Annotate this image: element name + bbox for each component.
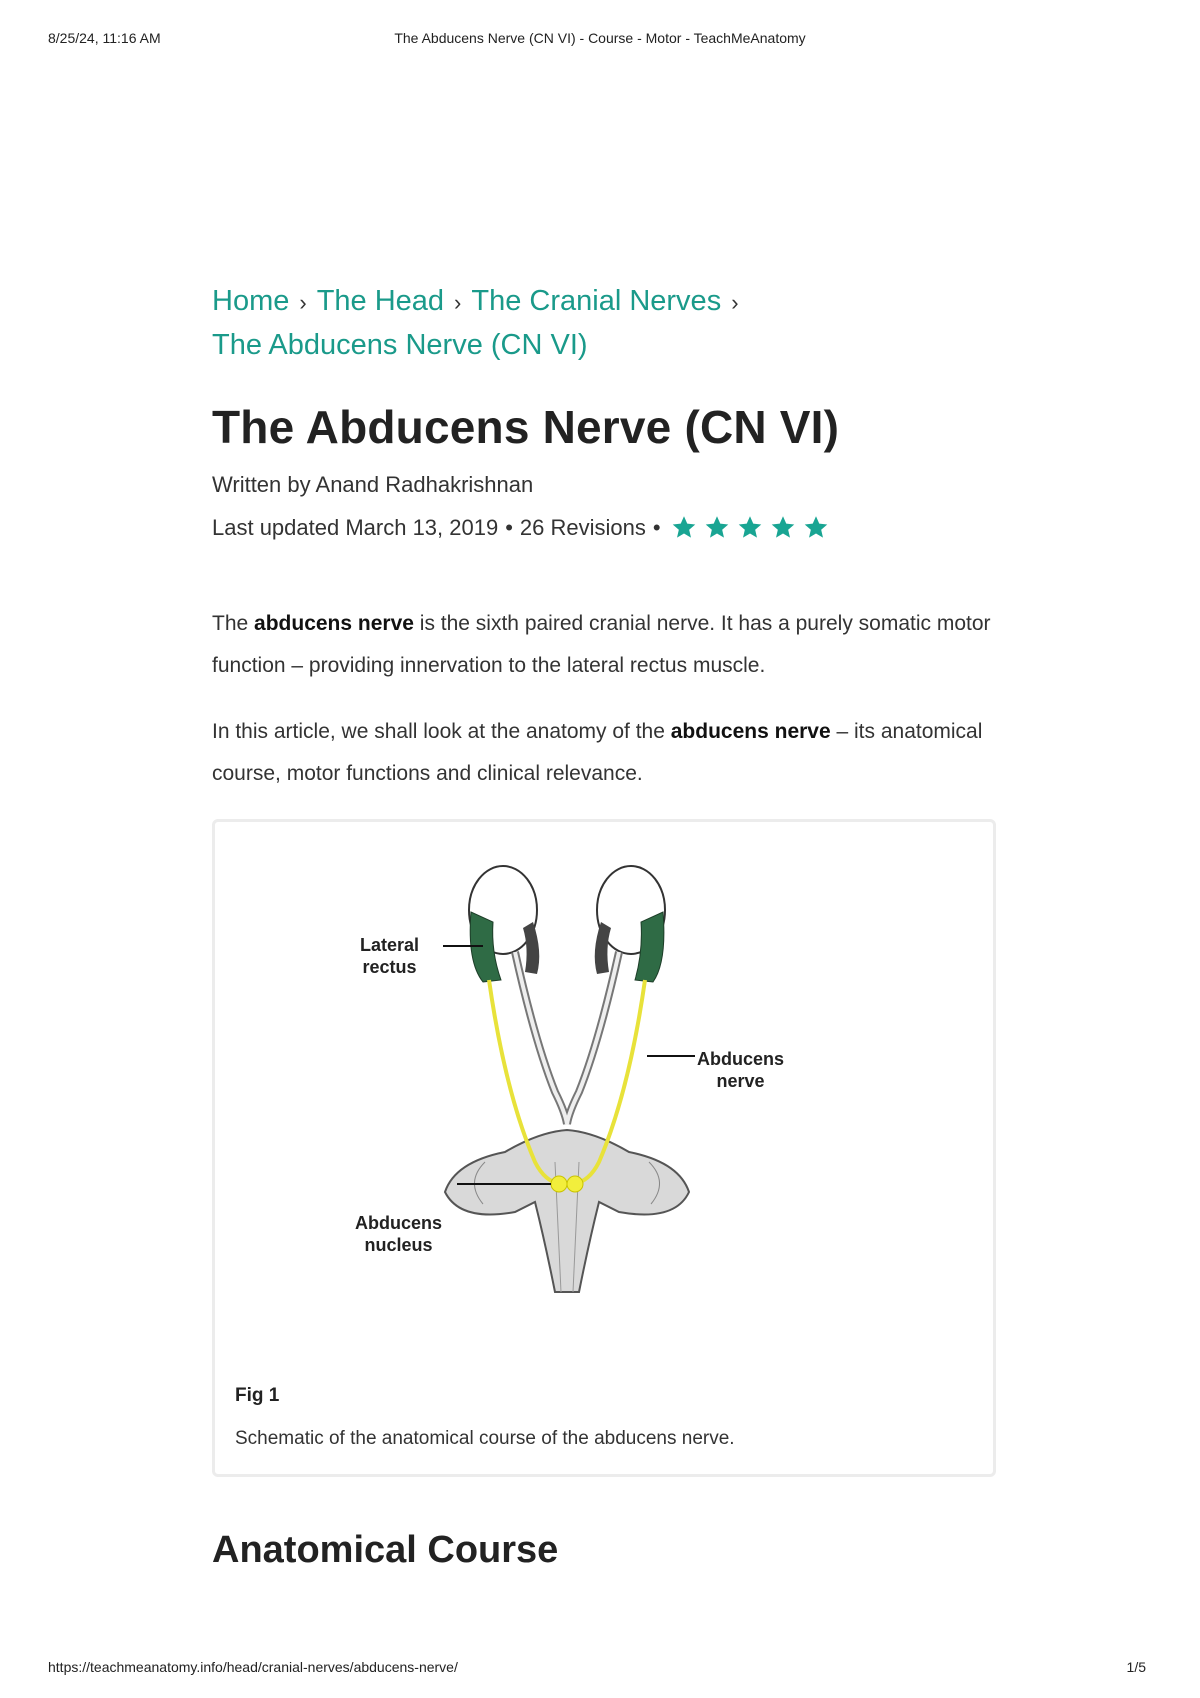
breadcrumb-cranial-nerves[interactable]: The Cranial Nerves bbox=[471, 285, 722, 317]
section-heading: Anatomical Course bbox=[212, 1529, 559, 1571]
print-date: 8/25/24, 11:16 AM bbox=[48, 30, 161, 46]
article-meta bbox=[212, 514, 1002, 541]
figure-1 bbox=[212, 819, 996, 1477]
breadcrumb-home[interactable]: Home bbox=[212, 285, 290, 317]
figure-caption-text: Schematic of the anatomical course of the abducens nerve. bbox=[235, 1428, 735, 1449]
page-title: The Abducens Nerve (CN VI) bbox=[212, 401, 840, 453]
print-title: The Abducens Nerve (CN VI) - Course - Motor - TeachMeAnatomy bbox=[394, 30, 806, 46]
chevron-right-icon: › bbox=[731, 290, 739, 315]
meta-separator: • bbox=[652, 514, 661, 540]
figure-caption-title: Fig 1 bbox=[235, 1385, 280, 1406]
star-icon[interactable] bbox=[703, 514, 731, 541]
breadcrumb bbox=[212, 280, 1002, 366]
print-footer bbox=[48, 1659, 1152, 1679]
label-lateral-rectus: Lateral rectus bbox=[360, 935, 420, 977]
overview-paragraph: In this article, we shall look at the anatomy of the abducens nerve – its anatomical course, motor functions and clinical relevance. bbox=[212, 720, 983, 785]
author-byline: Written by Anand Radhakrishnan bbox=[212, 472, 534, 497]
breadcrumb-the-head[interactable]: The Head bbox=[316, 285, 445, 317]
label-abducens-nucleus: Abducens nucleus bbox=[355, 1213, 443, 1255]
page-number: 1/5 bbox=[1126, 1659, 1146, 1675]
article-content bbox=[212, 280, 1002, 1572]
chevron-right-icon: › bbox=[299, 290, 307, 315]
star-icon[interactable] bbox=[802, 514, 830, 541]
last-updated: Last updated March 13, 2019 bbox=[212, 514, 499, 540]
star-icon[interactable] bbox=[736, 514, 764, 541]
star-icon[interactable] bbox=[670, 514, 698, 541]
bold-term: abducens nerve bbox=[254, 612, 414, 635]
chevron-right-icon: › bbox=[454, 290, 462, 315]
meta-separator: • bbox=[505, 514, 513, 540]
intro-paragraph: The abducens nerve is the sixth paired cranial nerve. It has a purely somatic motor function – providing innervation to the lateral rectus muscle. bbox=[212, 612, 991, 677]
label-abducens-nerve: Abducens nerve bbox=[697, 1049, 785, 1091]
star-rating[interactable] bbox=[670, 514, 830, 541]
abducens-nerve-illustration[interactable] bbox=[365, 862, 845, 1342]
article-body bbox=[212, 603, 1002, 1572]
print-header bbox=[48, 30, 1152, 50]
breadcrumb-current[interactable]: The Abducens Nerve (CN VI) bbox=[212, 329, 588, 361]
bold-term: abducens nerve bbox=[670, 720, 831, 743]
revisions-count: 26 Revisions bbox=[519, 514, 646, 540]
star-icon[interactable] bbox=[769, 514, 797, 541]
print-url: https://teachmeanatomy.info/head/cranial-nerves/abducens-nerve/ bbox=[48, 1659, 458, 1675]
